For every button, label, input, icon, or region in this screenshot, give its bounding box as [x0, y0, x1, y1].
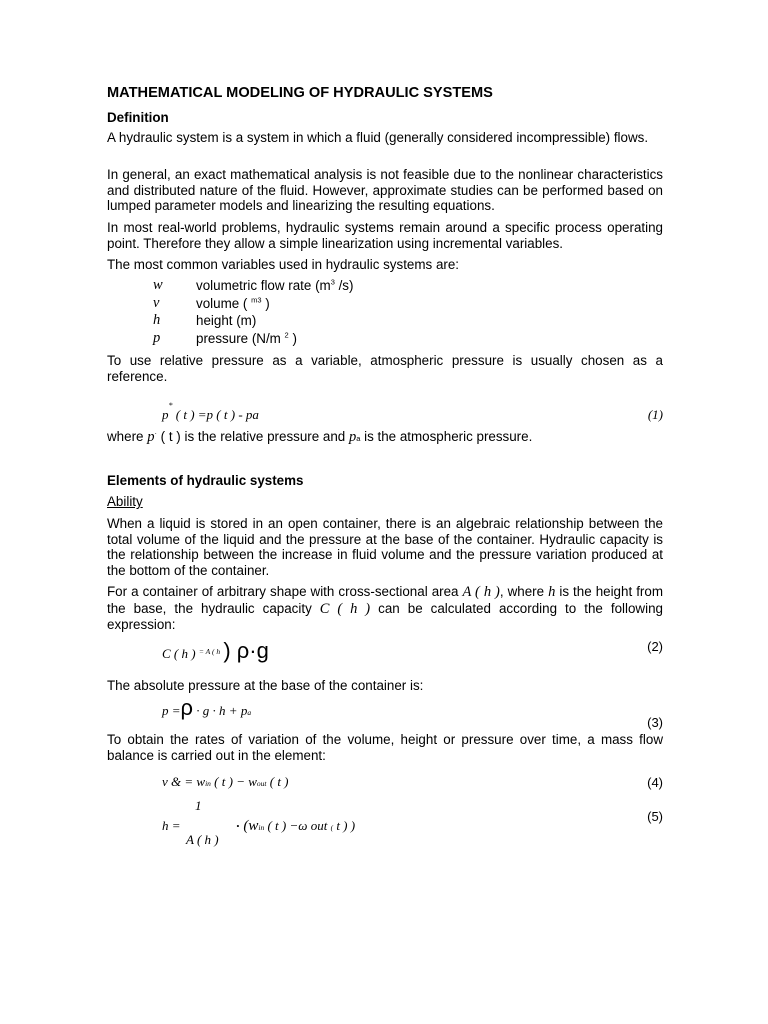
- equation-4-number: (4): [647, 775, 663, 790]
- definition-paragraph-3: In most real-world problems, hydraulic systems remain around a specific process operating point. Therefore they allow a simple linearization using incremental variables.: [107, 220, 663, 251]
- elements-paragraph-3: The absolute pressure at the base of the container is:: [107, 678, 424, 693]
- elements-heading: Elements of hydraulic systems: [107, 473, 304, 488]
- variable-symbol: w: [153, 277, 163, 293]
- definition-paragraph-1: A hydraulic system is a system in which a fluid (generally considered incompressible) flows.: [107, 130, 649, 145]
- page-title: MATHEMATICAL MODELING OF HYDRAULIC SYSTEMS: [107, 85, 493, 101]
- equation-5-denominator: A ( h ): [186, 832, 219, 847]
- variable-description: height (m): [196, 313, 257, 328]
- relative-pressure-note: where p· ( t ) is the relative pressure and pa is the atmospheric pressure.: [107, 428, 533, 445]
- definition-paragraph-4: The most common variables used in hydraulic systems are:: [107, 257, 460, 272]
- elements-paragraph-2: For a container of arbitrary shape with cross-sectional area A ( h ), where h is the height from the base, the hydraulic capacity C ( h ) can be calculated according to the following expression:: [107, 584, 663, 633]
- definition-heading: Definition: [107, 110, 169, 125]
- ability-subheading: Ability: [107, 494, 143, 509]
- equation-5-number: (5): [647, 809, 663, 824]
- equation-5: h = · (win ( t ) −ω out ( t ) ): [162, 818, 356, 834]
- variable-description: volume ( $^{m3}$ ): [196, 295, 270, 311]
- variable-description: pressure (N/m $^2$ ): [196, 330, 297, 346]
- variable-description: volumetric flow rate ($m^3$ /s): [196, 277, 354, 293]
- variable-symbol: v: [153, 295, 160, 311]
- equation-4: v & = win ( t ) − wout ( t ): [162, 774, 289, 789]
- elements-paragraph-1: When a liquid is stored in an open container, there is an algebraic relationship between the total volume of the liquid and the pressure at the base of the container. Hydraulic capacity is the relationship between the increase in fluid volume and the pressure variation produced at the bottom of the container.: [107, 516, 663, 578]
- variable-symbol: h: [153, 312, 161, 328]
- equation-2-number: (2): [647, 639, 663, 654]
- definition-paragraph-5: To use relative pressure as a variable, atmospheric pressure is usually chosen as a reference.: [107, 353, 663, 384]
- equation-1: p* ( t ) =p ( t ) - pa: [162, 401, 259, 422]
- equation-5-numerator: 1: [195, 798, 202, 813]
- elements-paragraph-4: To obtain the rates of variation of the volume, height or pressure over time, a mass flow balance is carried out in the element:: [107, 732, 663, 763]
- equation-3-number: (3): [647, 715, 663, 730]
- equation-3: p =ρ · g · h + pa: [162, 695, 252, 720]
- variable-symbol: p: [153, 330, 161, 346]
- equation-1-number: (1): [647, 407, 663, 422]
- definition-paragraph-2: In general, an exact mathematical analysis is not feasible due to the nonlinear characteristics and distributed nature of the fluid. However, approximate studies can be performed based on lumped parameter models and linearizing the resulting equations.: [107, 167, 663, 214]
- equation-2: C ( h ) $^{= A ( h}$ ) ρ·g: [162, 638, 269, 663]
